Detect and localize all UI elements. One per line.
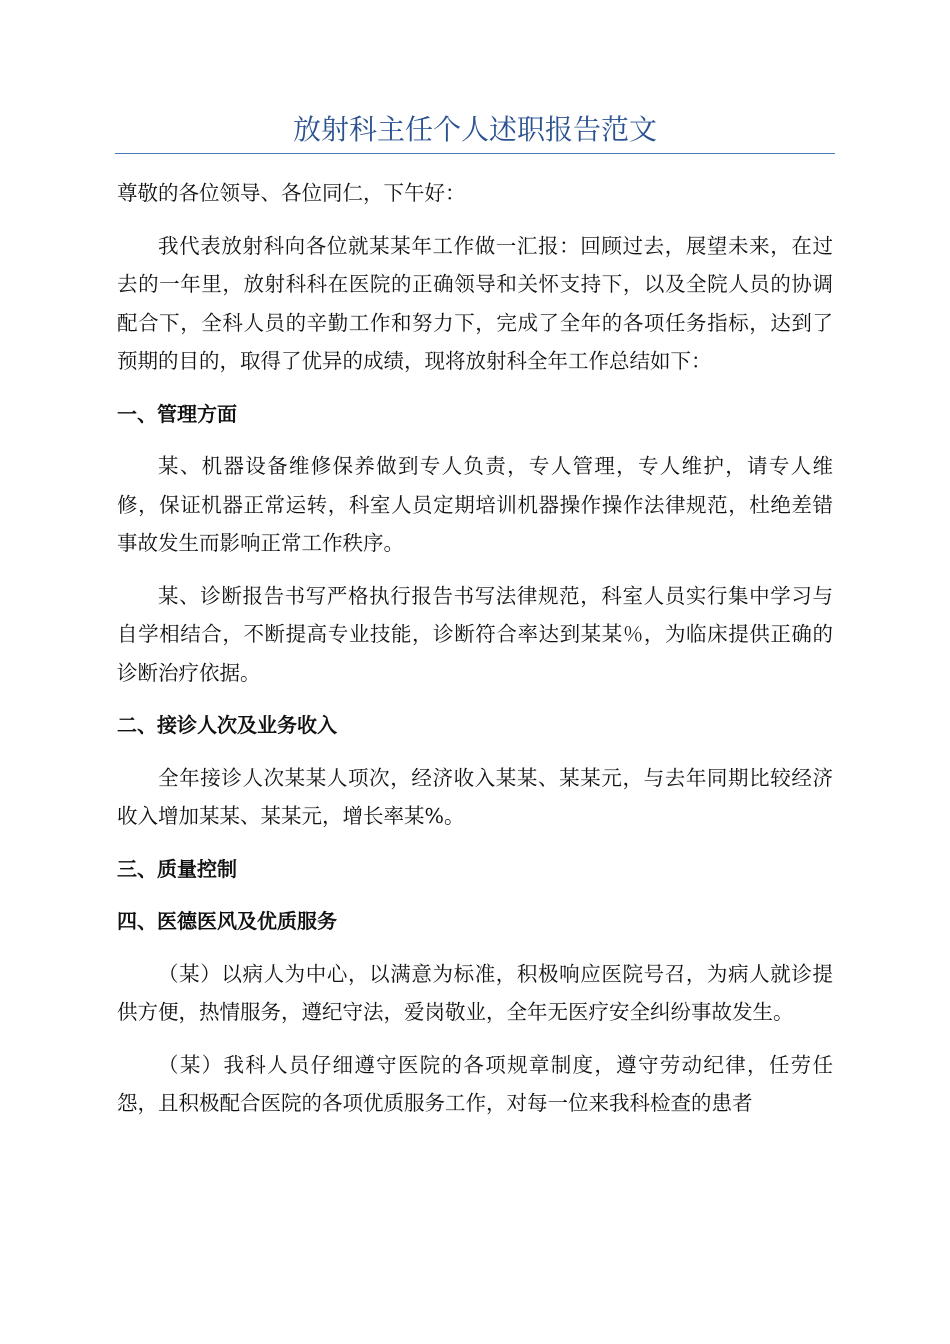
management-paragraph-equipment: 某、机器设备维修保养做到专人负责，专人管理，专人维护，请专人维修，保证机器正常运转，科室人员定期培训机器操作操作法律规范，杜绝差错事故发生而影响正常工作秩序。 bbox=[117, 454, 833, 555]
greeting-paragraph: 尊敬的各位领导、各位同仁，下午好： bbox=[117, 181, 466, 205]
intro-paragraph: 我代表放射科向各位就某某年工作做一汇报：回顾过去，展望未来，在过去的一年里，放射科科在医院的正确领导和关怀支持下，以及全院人员的协调配合下，全科人员的辛勤工作和努力下，完成了全年的各项任务指标，达到了预期的目的，取得了优异的成绩，现将放射科全年工作总结如下： bbox=[117, 233, 833, 373]
document-body bbox=[117, 174, 833, 1137]
section-heading-ethics-service: 四、医德医风及优质服务 bbox=[117, 909, 337, 933]
section-heading-quality-control: 三、质量控制 bbox=[117, 856, 237, 881]
ethics-paragraph-rules: （某）我科人员仔细遵守医院的各项规章制度，遵守劳动纪律，任劳任怨，且积极配合医院的各项优质服务工作，对每一位来我科检查的患者 bbox=[117, 1052, 833, 1115]
visits-income-paragraph: 全年接诊人次某某人项次，经济收入某某、某某元，与去年同期比较经济收入增加某某、某某元，增长率某%。 bbox=[117, 765, 833, 828]
management-paragraph-reports: 某、诊断报告书写严格执行报告书写法律规范，科室人员实行集中学习与自学相结合，不断提高专业技能，诊断符合率达到某某％，为临床提供正确的诊断治疗依据。 bbox=[117, 583, 833, 685]
document-title: 放射科主任个人述职报告范文 bbox=[292, 113, 657, 146]
section-heading-management: 一、管理方面 bbox=[117, 401, 237, 426]
ethics-paragraph-patient-centered: （某）以病人为中心，以满意为标准，积极响应医院号召，为病人就诊提供方便，热情服务，遵纪守法，爱岗敬业，全年无医疗安全纠纷事故发生。 bbox=[117, 961, 833, 1024]
title-underline bbox=[115, 153, 835, 154]
section-heading-visits-income: 二、接诊人次及业务收入 bbox=[117, 713, 337, 737]
